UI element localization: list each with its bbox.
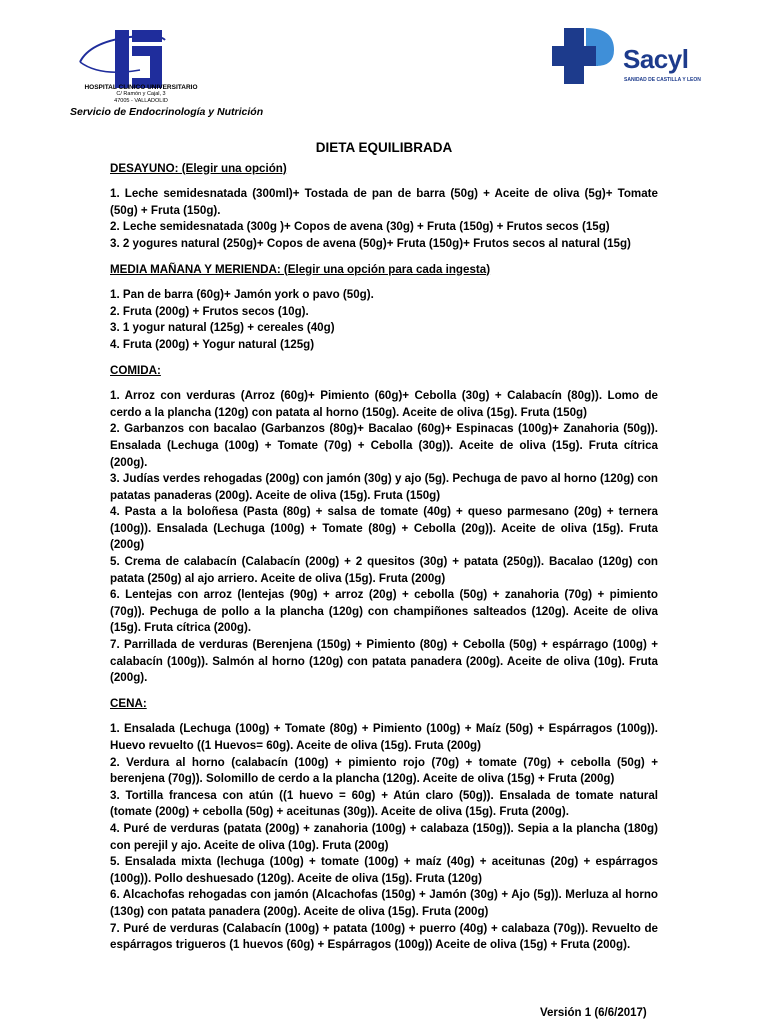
list-item: 7. Parrillada de verduras (Berenjena (150g) + Pimiento (80g) + Cebolla (50g) + espárrago (100g) + calabacín (100g)). Salmón al horno (120g) con patata panadera (200g). Aceite de oliva (10g). Fruta (200g). bbox=[110, 638, 658, 685]
list-item: 4. Fruta (200g) + Yogur natural (125g) bbox=[110, 337, 315, 351]
list-item: 1. Pan de barra (60g)+ Jamón york o pavo (50g). bbox=[110, 288, 374, 302]
hospital-address-block bbox=[66, 84, 216, 105]
hospital-name: HOSPITAL CLINICO UNIVERSITARIO bbox=[84, 84, 198, 91]
section-heading-desayuno: DESAYUNO: (Elegir una opción) bbox=[110, 161, 287, 175]
list-item: 2. Fruta (200g) + Frutos secos (10g). bbox=[110, 304, 309, 318]
list-item: 4. Pasta a la boloñesa (Pasta (80g) + salsa de tomate (40g) + queso parmesano (20g) + ternera (100g)). Ensalada (Lechuga (100g) + Tomate (80g) + Cebolla (20g)). Aceite de oliva (15g). Fruta (200g) bbox=[110, 505, 658, 552]
list-item: 5. Crema de calabacín (Calabacín (200g) + 2 quesitos (30g) + patata (250g)). Bacalao (120g) con patata (250g) al ajo arriero. Aceite de oliva (15g). Fruta (200g) bbox=[110, 555, 658, 585]
hospital-address-line1: C/ Ramón y Cajal, 3 bbox=[116, 91, 166, 97]
list-item: 2. Garbanzos con bacalao (Garbanzos (80g)+ Bacalao (60g)+ Espinacas (100g)+ Zanahoria (50g)). Ensalada (Lechuga (100g) + Tomate (70g) + Cebolla (30g)). Aceite de oliva (15g). Fruta cítrica (200g). bbox=[110, 422, 658, 469]
list-item: 6. Lentejas con arroz (lentejas (90g) + arroz (20g) + cebolla (50g) + zanahoria (70g) + pimiento (70g)). Pechuga de pollo a la plancha (120g) con champiñones salteados (120g). Aceite de oliva (15g). Fruta cítrica (200g). bbox=[110, 588, 658, 635]
list-item: 5. Ensalada mixta (lechuga (100g) + tomate (100g) + maíz (40g) + aceitunas (20g) + espárragos (100g)). Pollo deshuesado (120g). Aceite de oliva (15g). Fruta (120g) bbox=[110, 855, 658, 885]
list-item: 3. 1 yogur natural (125g) + cereales (40g) bbox=[110, 321, 335, 335]
hospital-logo-icon bbox=[70, 22, 200, 92]
list-item: 4. Puré de verduras (patata (200g) + zanahoria (100g) + calabaza (150g)). Sepia a la plancha (180g) con perejil y ajo. Aceite de oliva (10g). Fruta (200g) bbox=[110, 821, 658, 852]
list-desayuno bbox=[110, 186, 658, 252]
list-item: 3. Tortilla francesa con atún ((1 huevo = 60g) + Atún claro (50g)). Ensalada de tomate natural (tomate (200g) + cebolla (50g) + aceitunas (30g)). Aceite de oliva (15g). Fruta (200g). bbox=[110, 788, 658, 819]
list-item: 1. Arroz con verduras (Arroz (60g)+ Pimiento (60g)+ Cebolla (30g) + Calabacín (80g)). Lomo de cerdo a la plancha (120g) con patata al horno (150g). Aceite de oliva (15g). Fruta (150g) bbox=[110, 389, 658, 419]
list-item: 2. Verdura al horno (calabacín (100g) + pimiento rojo (70g) + tomate (70g) + cebolla (50g) + berenjena (70g)). Solomillo de cerdo a la plancha (120g). Aceite de oliva (15g) + Fruta (200g) bbox=[110, 755, 658, 786]
service-name: Servicio de Endocrinología y Nutrición bbox=[70, 106, 264, 118]
sacyl-subtitle: SANIDAD DE CASTILLA Y LEON bbox=[624, 77, 701, 83]
version-label: Versión 1 (6/6/2017) bbox=[540, 1007, 647, 1019]
list-item: 7. Puré de verduras (Calabacín (100g) + patata (100g) + puerro (40g) + calabaza (70g)). Revuelto de espárragos trigueros (1 huevos (60g) + Espárragos (100g)) Aceite de oliva (15g) + Fruta (200g). bbox=[110, 921, 658, 952]
page-title: DIETA EQUILIBRADA bbox=[315, 140, 453, 155]
sacyl-logo-icon bbox=[552, 24, 622, 88]
list-item: 1. Ensalada (Lechuga (100g) + Tomate (80g) + Pimiento (100g) + Maíz (50g) + Espárragos (100g)). Huevo revuelto ((1 Huevos= 60g). Aceite de oliva (15g). Fruta (200g) bbox=[110, 722, 658, 752]
list-item: 3. 2 yogures natural (250g)+ Copos de avena (50g)+ Fruta (150g)+ Frutos secos al natural (15g) bbox=[110, 236, 631, 250]
list-media bbox=[110, 287, 658, 353]
section-heading-media: MEDIA MAÑANA Y MERIENDA: (Elegir una opción para cada ingesta) bbox=[110, 262, 491, 276]
list-comida bbox=[110, 388, 658, 687]
list-cena bbox=[110, 721, 658, 953]
list-item: 6. Alcachofas rehogadas con jamón (Alcachofas (150g) + Jamón (30g) + Ajo (5g)). Merluza al horno (130g) con patata panadera (200g). Aceite de oliva (15g). Fruta (200g) bbox=[110, 888, 658, 918]
sacyl-name: Sacyl bbox=[623, 44, 689, 74]
list-item: 1. Leche semidesnatada (300ml)+ Tostada de pan de barra (50g) + Aceite de oliva (5g)+ Tomate (50g) + Fruta (150g). bbox=[110, 187, 658, 217]
list-item: 3. Judías verdes rehogadas (200g) con jamón (30g) y ajo (5g). Pechuga de pavo al horno (120g) con patatas panaderas (200g). Aceite de oliva (15g). Fruta (150g) bbox=[110, 472, 658, 502]
section-heading-cena: CENA: bbox=[110, 696, 147, 710]
diet-document bbox=[110, 140, 658, 954]
list-item: 2. Leche semidesnatada (300g )+ Copos de avena (30g) + Fruta (150g) + Frutos secos (15g) bbox=[110, 220, 610, 234]
hospital-address-line2: 47005 - VALLADOLID bbox=[114, 98, 168, 104]
page-header bbox=[0, 0, 768, 130]
section-heading-comida: COMIDA: bbox=[110, 363, 161, 377]
